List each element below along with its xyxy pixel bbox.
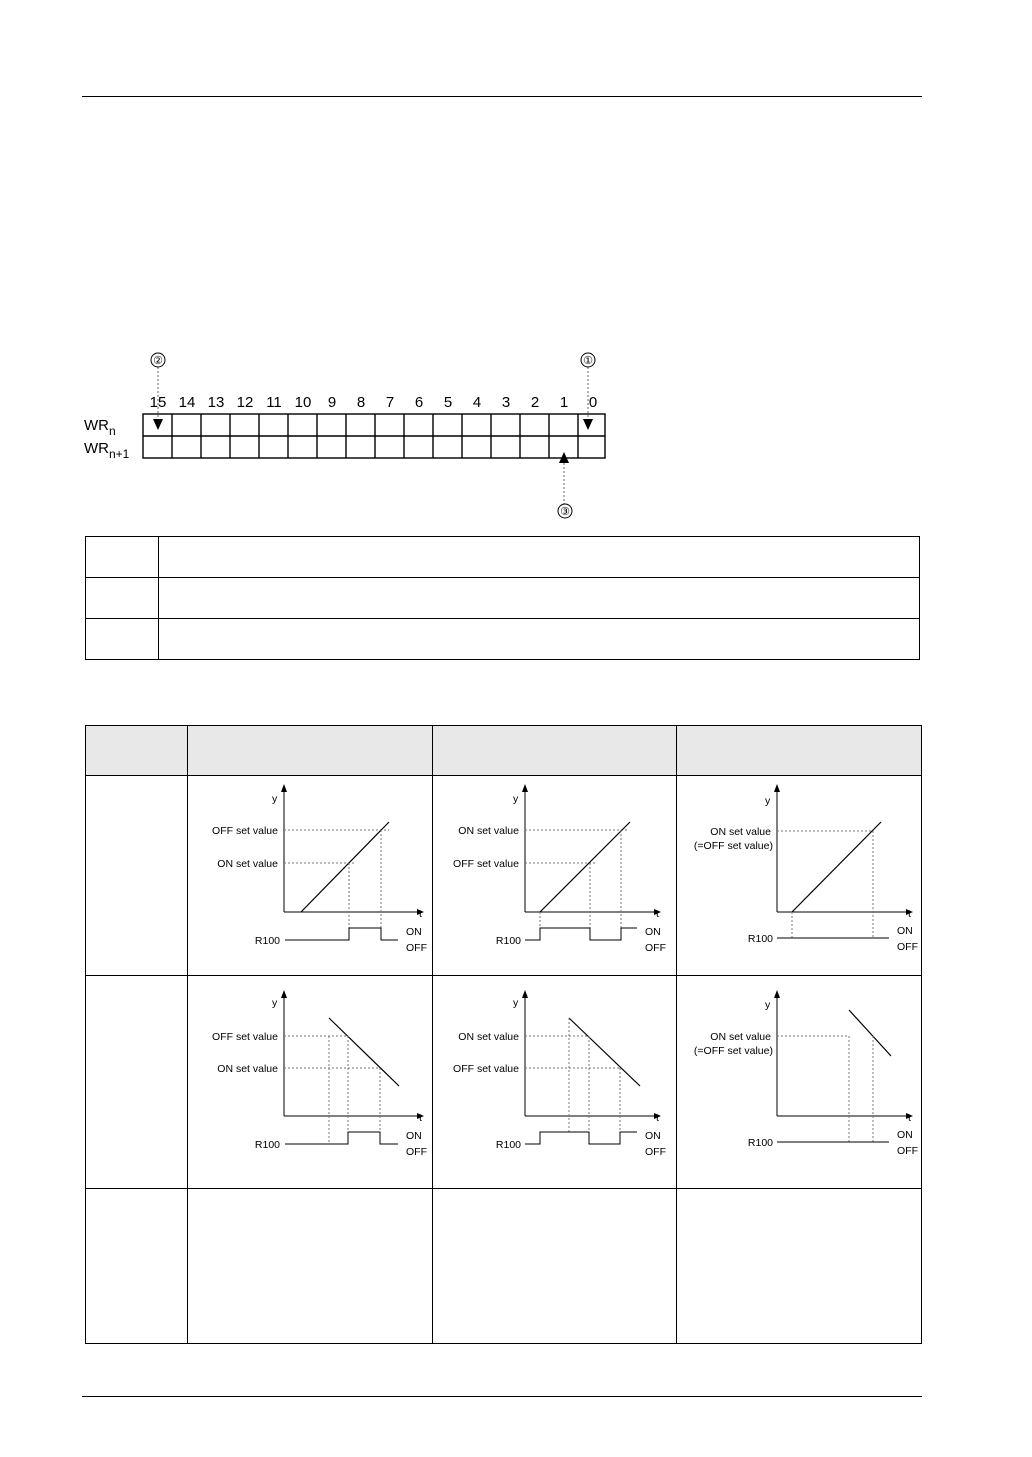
chart-rising-off-above-on xyxy=(188,776,432,970)
bit-number: 1 xyxy=(559,394,569,411)
bit-register-diagram xyxy=(0,340,700,530)
svg-text:OFF: OFF xyxy=(897,1145,919,1157)
svg-text:t: t xyxy=(908,1112,912,1124)
bit-number: 12 xyxy=(236,394,254,411)
table-header-row xyxy=(86,726,922,776)
svg-text:R100: R100 xyxy=(495,1139,521,1151)
svg-text:OFF: OFF xyxy=(406,942,427,954)
svg-text:y: y xyxy=(272,997,278,1009)
svg-text:ON set value: ON set value xyxy=(217,1063,278,1075)
svg-text:OFF: OFF xyxy=(644,942,666,954)
bit-number: 10 xyxy=(294,394,312,411)
svg-text:OFF set value: OFF set value xyxy=(212,1031,278,1043)
svg-text:y: y xyxy=(512,997,518,1009)
svg-text:y: y xyxy=(765,795,771,807)
callout-number: ③ xyxy=(560,506,570,518)
bit-number: 4 xyxy=(472,394,482,411)
svg-text:y: y xyxy=(272,793,278,805)
register-label-n1: $WR_{n+1}$ xyxy=(84,440,130,461)
bit-number: 6 xyxy=(414,394,424,411)
svg-text:ON: ON xyxy=(644,1130,661,1142)
svg-text:t: t xyxy=(908,908,912,920)
bit-number: 0 xyxy=(588,394,598,411)
bit-number: 2 xyxy=(530,394,540,411)
svg-text:R100: R100 xyxy=(495,935,521,947)
arrow-down-icon xyxy=(583,419,593,430)
svg-text:OFF set value: OFF set value xyxy=(212,825,278,837)
svg-text:ON: ON xyxy=(897,1129,914,1141)
bit-grid xyxy=(143,414,605,458)
table-row xyxy=(86,976,922,1189)
svg-text:ON: ON xyxy=(897,925,914,937)
bit-number: 15 xyxy=(149,394,167,411)
svg-text:OFF: OFF xyxy=(897,941,919,953)
svg-text:ON set value: ON set value xyxy=(710,826,772,838)
table-row xyxy=(86,578,920,619)
chart-falling-on-equals-off xyxy=(677,976,921,1183)
callout-number: ② xyxy=(153,355,163,367)
legend-table xyxy=(85,536,920,660)
arrow-down-icon xyxy=(153,419,163,430)
bit-number: 14 xyxy=(178,394,196,411)
svg-text:ON set value: ON set value xyxy=(217,858,278,870)
svg-text:ON set value: ON set value xyxy=(457,825,519,837)
register-label-n: $WR_n$ xyxy=(84,417,116,438)
table-row xyxy=(86,537,920,578)
svg-text:OFF: OFF xyxy=(644,1146,666,1158)
table-row xyxy=(86,776,922,976)
bit-number: 9 xyxy=(327,394,337,411)
svg-text:OFF set value: OFF set value xyxy=(452,858,519,870)
table-row xyxy=(86,1189,922,1344)
bit-number: 13 xyxy=(207,394,225,411)
svg-text:OFF: OFF xyxy=(406,1146,427,1158)
svg-text:OFF set value: OFF set value xyxy=(452,1063,519,1075)
svg-text:ON: ON xyxy=(644,926,661,938)
chart-falling-off-above-on xyxy=(188,976,432,1183)
svg-text:t: t xyxy=(419,1112,422,1124)
svg-text:y: y xyxy=(512,793,518,805)
svg-text:(=OFF set value): (=OFF set value) xyxy=(694,840,774,852)
callout-number: ① xyxy=(583,355,593,367)
svg-text:t: t xyxy=(419,908,422,920)
chart-falling-on-above-off xyxy=(433,976,677,1183)
chart-rising-on-above-off xyxy=(433,776,677,970)
svg-text:R100: R100 xyxy=(748,933,774,945)
svg-text:R100: R100 xyxy=(254,935,280,947)
svg-text:ON: ON xyxy=(406,1130,422,1142)
table-row xyxy=(86,619,920,660)
svg-text:R100: R100 xyxy=(748,1137,774,1149)
bit-number: 7 xyxy=(385,394,395,411)
svg-text:t: t xyxy=(655,1112,659,1124)
svg-text:t: t xyxy=(655,908,659,920)
svg-text:ON: ON xyxy=(406,926,422,938)
bit-number: 3 xyxy=(501,394,511,411)
svg-text:ON set value: ON set value xyxy=(710,1031,772,1043)
header-rule xyxy=(82,96,922,97)
footer-rule xyxy=(82,1396,922,1397)
svg-text:(=OFF set value): (=OFF set value) xyxy=(694,1045,774,1057)
bit-number: 5 xyxy=(443,394,453,411)
bit-number: 11 xyxy=(266,394,282,411)
bit-number: 8 xyxy=(356,394,366,411)
svg-text:y: y xyxy=(765,999,771,1011)
chart-rising-on-equals-off xyxy=(677,776,921,970)
svg-text:R100: R100 xyxy=(254,1139,280,1151)
svg-text:ON set value: ON set value xyxy=(457,1031,519,1043)
modes-table xyxy=(85,725,922,1344)
